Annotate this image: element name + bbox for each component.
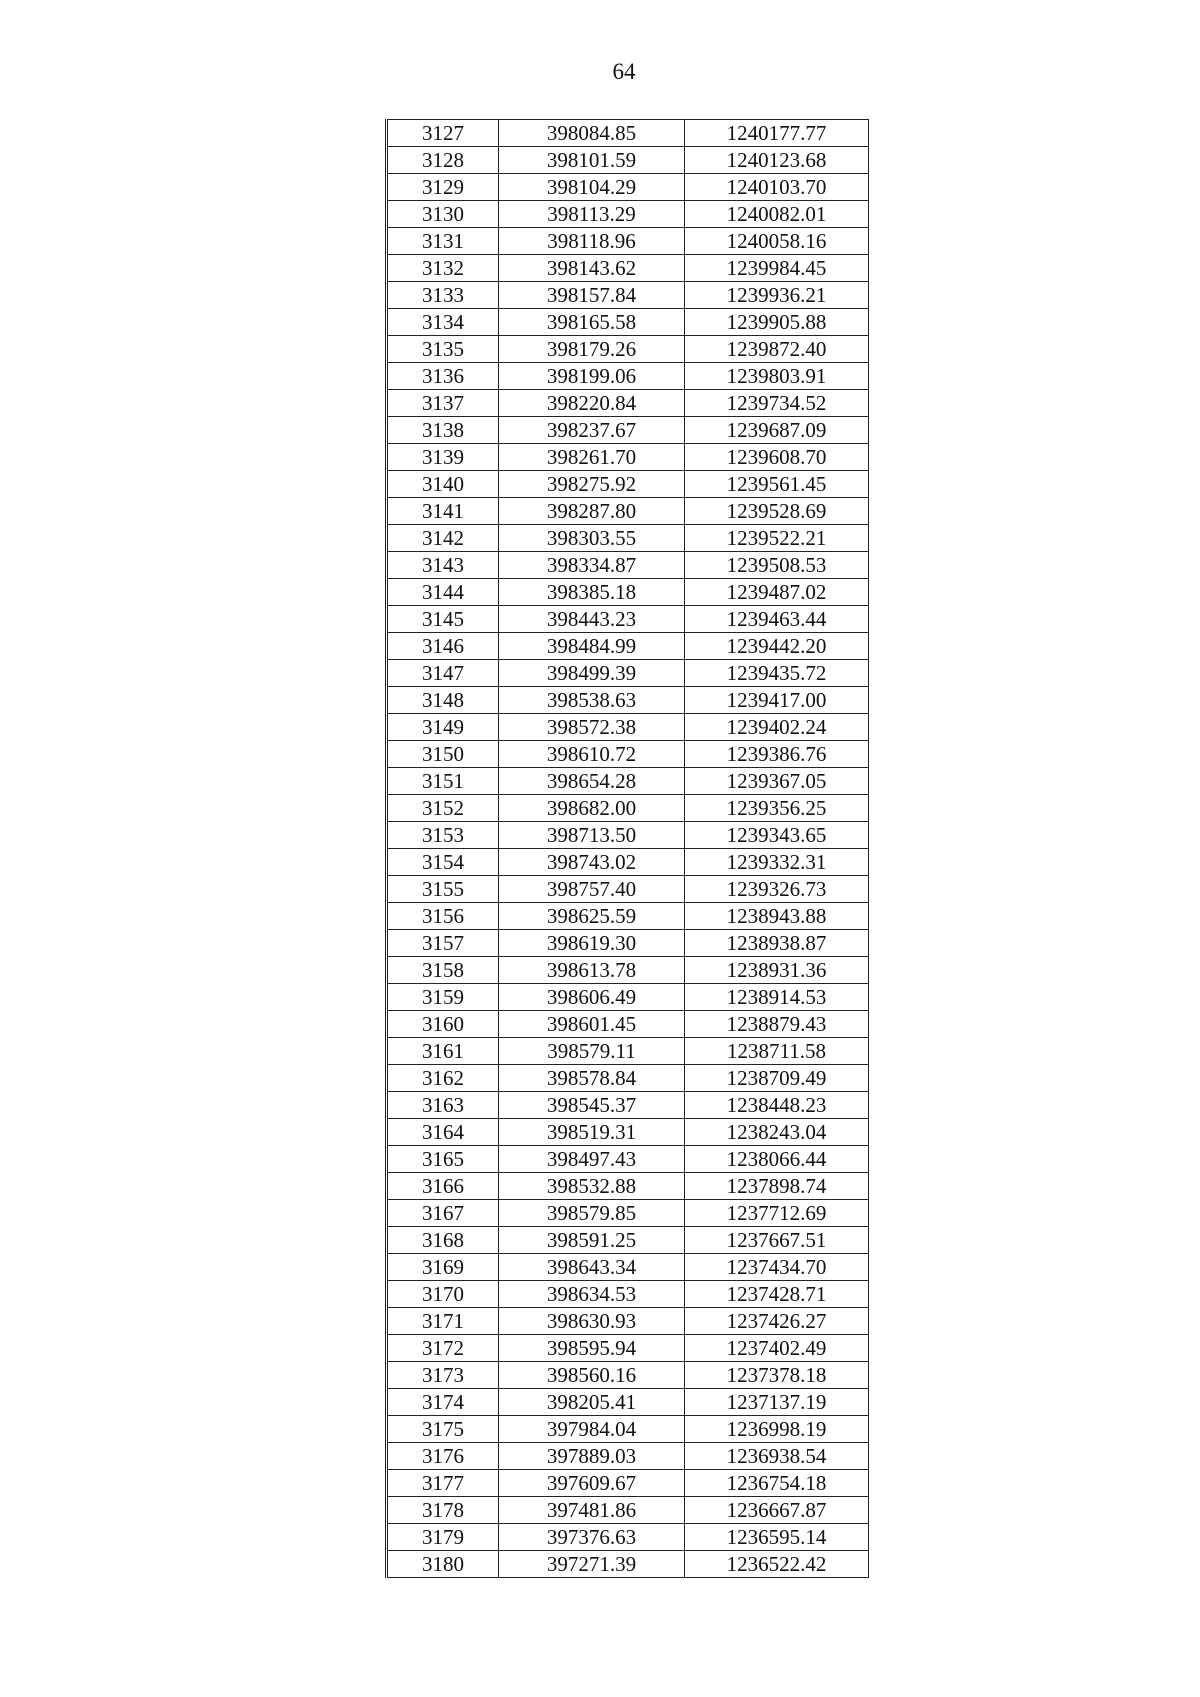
y-coordinate-cell: 1237378.18 [685, 1362, 869, 1389]
table-row [387, 525, 869, 552]
y-coordinate-cell: 1239435.72 [685, 660, 869, 687]
y-coordinate-cell: 1238914.53 [685, 984, 869, 1011]
point-number-cell: 3136 [387, 363, 499, 390]
point-number-cell: 3168 [387, 1227, 499, 1254]
x-coordinate-cell: 398634.53 [499, 1281, 685, 1308]
point-number-cell: 3153 [387, 822, 499, 849]
point-number-cell: 3173 [387, 1362, 499, 1389]
table-row [387, 417, 869, 444]
table-row [387, 444, 869, 471]
y-coordinate-cell: 1236595.14 [685, 1524, 869, 1551]
y-coordinate-cell: 1237667.51 [685, 1227, 869, 1254]
x-coordinate-cell: 398499.39 [499, 660, 685, 687]
point-number-cell: 3147 [387, 660, 499, 687]
y-coordinate-cell: 1239508.53 [685, 552, 869, 579]
y-coordinate-cell: 1239905.88 [685, 309, 869, 336]
x-coordinate-cell: 398606.49 [499, 984, 685, 1011]
y-coordinate-cell: 1238943.88 [685, 903, 869, 930]
x-coordinate-cell: 398143.62 [499, 255, 685, 282]
table-row [387, 1254, 869, 1281]
point-number-cell: 3144 [387, 579, 499, 606]
y-coordinate-cell: 1239356.25 [685, 795, 869, 822]
point-number-cell: 3179 [387, 1524, 499, 1551]
table-row [387, 768, 869, 795]
point-number-cell: 3154 [387, 849, 499, 876]
table-row [387, 579, 869, 606]
table-row [387, 1308, 869, 1335]
table-row [387, 228, 869, 255]
x-coordinate-cell: 398303.55 [499, 525, 685, 552]
x-coordinate-cell: 397481.86 [499, 1497, 685, 1524]
point-number-cell: 3177 [387, 1470, 499, 1497]
x-coordinate-cell: 398591.25 [499, 1227, 685, 1254]
point-number-cell: 3127 [387, 120, 499, 147]
x-coordinate-cell: 397984.04 [499, 1416, 685, 1443]
point-number-cell: 3165 [387, 1146, 499, 1173]
y-coordinate-cell: 1239487.02 [685, 579, 869, 606]
x-coordinate-cell: 398595.94 [499, 1335, 685, 1362]
point-number-cell: 3178 [387, 1497, 499, 1524]
y-coordinate-cell: 1239528.69 [685, 498, 869, 525]
table-row [387, 1524, 869, 1551]
x-coordinate-cell: 398084.85 [499, 120, 685, 147]
x-coordinate-cell: 398484.99 [499, 633, 685, 660]
x-coordinate-cell: 398165.58 [499, 309, 685, 336]
y-coordinate-cell: 1239561.45 [685, 471, 869, 498]
table-row [387, 741, 869, 768]
point-number-cell: 3133 [387, 282, 499, 309]
table-row [387, 1416, 869, 1443]
point-number-cell: 3155 [387, 876, 499, 903]
x-coordinate-cell: 398199.06 [499, 363, 685, 390]
point-number-cell: 3139 [387, 444, 499, 471]
point-number-cell: 3148 [387, 687, 499, 714]
y-coordinate-cell: 1236754.18 [685, 1470, 869, 1497]
x-coordinate-cell: 398572.38 [499, 714, 685, 741]
table-row [387, 606, 869, 633]
y-coordinate-cell: 1237402.49 [685, 1335, 869, 1362]
y-coordinate-cell: 1238066.44 [685, 1146, 869, 1173]
table-row [387, 795, 869, 822]
y-coordinate-cell: 1237434.70 [685, 1254, 869, 1281]
x-coordinate-cell: 398237.67 [499, 417, 685, 444]
y-coordinate-cell: 1238938.87 [685, 930, 869, 957]
table-row [387, 309, 869, 336]
table-row [387, 336, 869, 363]
x-coordinate-cell: 398385.18 [499, 579, 685, 606]
table-row [387, 1038, 869, 1065]
point-number-cell: 3150 [387, 741, 499, 768]
x-coordinate-cell: 398334.87 [499, 552, 685, 579]
y-coordinate-cell: 1239386.76 [685, 741, 869, 768]
y-coordinate-cell: 1238711.58 [685, 1038, 869, 1065]
table-row [387, 633, 869, 660]
point-number-cell: 3161 [387, 1038, 499, 1065]
x-coordinate-cell: 398625.59 [499, 903, 685, 930]
y-coordinate-cell: 1240103.70 [685, 174, 869, 201]
table-row [387, 1092, 869, 1119]
point-number-cell: 3160 [387, 1011, 499, 1038]
y-coordinate-cell: 1239872.40 [685, 336, 869, 363]
table-row [387, 1227, 869, 1254]
point-number-cell: 3166 [387, 1173, 499, 1200]
x-coordinate-cell: 398497.43 [499, 1146, 685, 1173]
y-coordinate-cell: 1239367.05 [685, 768, 869, 795]
point-number-cell: 3142 [387, 525, 499, 552]
x-coordinate-cell: 397376.63 [499, 1524, 685, 1551]
point-number-cell: 3140 [387, 471, 499, 498]
point-number-cell: 3137 [387, 390, 499, 417]
y-coordinate-cell: 1239687.09 [685, 417, 869, 444]
x-coordinate-cell: 398179.26 [499, 336, 685, 363]
x-coordinate-cell: 398532.88 [499, 1173, 685, 1200]
x-coordinate-cell: 398545.37 [499, 1092, 685, 1119]
x-coordinate-cell: 398619.30 [499, 930, 685, 957]
y-coordinate-cell: 1239803.91 [685, 363, 869, 390]
table-row [387, 876, 869, 903]
x-coordinate-cell: 398519.31 [499, 1119, 685, 1146]
point-number-cell: 3128 [387, 147, 499, 174]
table-row [387, 903, 869, 930]
table-row [387, 1146, 869, 1173]
point-number-cell: 3156 [387, 903, 499, 930]
x-coordinate-cell: 398275.92 [499, 471, 685, 498]
point-number-cell: 3174 [387, 1389, 499, 1416]
table-row [387, 930, 869, 957]
point-number-cell: 3134 [387, 309, 499, 336]
y-coordinate-cell: 1238448.23 [685, 1092, 869, 1119]
y-coordinate-cell: 1238709.49 [685, 1065, 869, 1092]
y-coordinate-cell: 1238931.36 [685, 957, 869, 984]
table-row [387, 1011, 869, 1038]
table-row [387, 1497, 869, 1524]
table-row [387, 1362, 869, 1389]
x-coordinate-cell: 398578.84 [499, 1065, 685, 1092]
x-coordinate-cell: 398287.80 [499, 498, 685, 525]
table-row [387, 1389, 869, 1416]
table-row [387, 1551, 869, 1578]
point-number-cell: 3141 [387, 498, 499, 525]
x-coordinate-cell: 398613.78 [499, 957, 685, 984]
x-coordinate-cell: 397889.03 [499, 1443, 685, 1470]
coordinates-table-body [387, 120, 869, 1578]
x-coordinate-cell: 398443.23 [499, 606, 685, 633]
point-number-cell: 3172 [387, 1335, 499, 1362]
point-number-cell: 3152 [387, 795, 499, 822]
table-row [387, 1443, 869, 1470]
y-coordinate-cell: 1236667.87 [685, 1497, 869, 1524]
y-coordinate-cell: 1239332.31 [685, 849, 869, 876]
x-coordinate-cell: 397271.39 [499, 1551, 685, 1578]
table-row [387, 1065, 869, 1092]
point-number-cell: 3135 [387, 336, 499, 363]
table-row [387, 957, 869, 984]
y-coordinate-cell: 1237137.19 [685, 1389, 869, 1416]
point-number-cell: 3138 [387, 417, 499, 444]
y-coordinate-cell: 1239608.70 [685, 444, 869, 471]
table-row [387, 714, 869, 741]
table-row [387, 822, 869, 849]
point-number-cell: 3131 [387, 228, 499, 255]
y-coordinate-cell: 1237712.69 [685, 1200, 869, 1227]
table-row [387, 1335, 869, 1362]
table-row [387, 552, 869, 579]
point-number-cell: 3149 [387, 714, 499, 741]
point-number-cell: 3151 [387, 768, 499, 795]
table-row [387, 147, 869, 174]
point-number-cell: 3129 [387, 174, 499, 201]
x-coordinate-cell: 398601.45 [499, 1011, 685, 1038]
point-number-cell: 3162 [387, 1065, 499, 1092]
y-coordinate-cell: 1239343.65 [685, 822, 869, 849]
x-coordinate-cell: 397609.67 [499, 1470, 685, 1497]
point-number-cell: 3167 [387, 1200, 499, 1227]
coordinates-table [385, 119, 869, 1578]
y-coordinate-cell: 1239442.20 [685, 633, 869, 660]
y-coordinate-cell: 1237428.71 [685, 1281, 869, 1308]
table-row [387, 687, 869, 714]
y-coordinate-cell: 1237898.74 [685, 1173, 869, 1200]
x-coordinate-cell: 398538.63 [499, 687, 685, 714]
table-row [387, 120, 869, 147]
table-row [387, 471, 869, 498]
x-coordinate-cell: 398682.00 [499, 795, 685, 822]
table-row [387, 984, 869, 1011]
point-number-cell: 3175 [387, 1416, 499, 1443]
x-coordinate-cell: 398560.16 [499, 1362, 685, 1389]
table-row [387, 282, 869, 309]
point-number-cell: 3170 [387, 1281, 499, 1308]
y-coordinate-cell: 1236522.42 [685, 1551, 869, 1578]
x-coordinate-cell: 398157.84 [499, 282, 685, 309]
point-number-cell: 3163 [387, 1092, 499, 1119]
x-coordinate-cell: 398261.70 [499, 444, 685, 471]
table-row [387, 1119, 869, 1146]
x-coordinate-cell: 398118.96 [499, 228, 685, 255]
y-coordinate-cell: 1239402.24 [685, 714, 869, 741]
y-coordinate-cell: 1239463.44 [685, 606, 869, 633]
y-coordinate-cell: 1240082.01 [685, 201, 869, 228]
table-row [387, 255, 869, 282]
y-coordinate-cell: 1239326.73 [685, 876, 869, 903]
y-coordinate-cell: 1240177.77 [685, 120, 869, 147]
y-coordinate-cell: 1236938.54 [685, 1443, 869, 1470]
x-coordinate-cell: 398579.85 [499, 1200, 685, 1227]
x-coordinate-cell: 398101.59 [499, 147, 685, 174]
y-coordinate-cell: 1239522.21 [685, 525, 869, 552]
x-coordinate-cell: 398713.50 [499, 822, 685, 849]
x-coordinate-cell: 398610.72 [499, 741, 685, 768]
x-coordinate-cell: 398643.34 [499, 1254, 685, 1281]
x-coordinate-cell: 398654.28 [499, 768, 685, 795]
point-number-cell: 3145 [387, 606, 499, 633]
x-coordinate-cell: 398757.40 [499, 876, 685, 903]
y-coordinate-cell: 1237426.27 [685, 1308, 869, 1335]
point-number-cell: 3159 [387, 984, 499, 1011]
point-number-cell: 3130 [387, 201, 499, 228]
x-coordinate-cell: 398630.93 [499, 1308, 685, 1335]
point-number-cell: 3176 [387, 1443, 499, 1470]
table-row [387, 1281, 869, 1308]
table-row [387, 201, 869, 228]
y-coordinate-cell: 1240123.68 [685, 147, 869, 174]
table-row [387, 849, 869, 876]
y-coordinate-cell: 1239936.21 [685, 282, 869, 309]
y-coordinate-cell: 1239984.45 [685, 255, 869, 282]
table-row [387, 660, 869, 687]
y-coordinate-cell: 1239734.52 [685, 390, 869, 417]
table-row [387, 363, 869, 390]
y-coordinate-cell: 1239417.00 [685, 687, 869, 714]
point-number-cell: 3146 [387, 633, 499, 660]
x-coordinate-cell: 398205.41 [499, 1389, 685, 1416]
table-row [387, 1173, 869, 1200]
point-number-cell: 3157 [387, 930, 499, 957]
x-coordinate-cell: 398113.29 [499, 201, 685, 228]
x-coordinate-cell: 398220.84 [499, 390, 685, 417]
point-number-cell: 3180 [387, 1551, 499, 1578]
page-number: 64 [612, 59, 636, 84]
point-number-cell: 3143 [387, 552, 499, 579]
x-coordinate-cell: 398743.02 [499, 849, 685, 876]
y-coordinate-cell: 1238243.04 [685, 1119, 869, 1146]
table-row [387, 498, 869, 525]
y-coordinate-cell: 1238879.43 [685, 1011, 869, 1038]
table-row [387, 174, 869, 201]
y-coordinate-cell: 1236998.19 [685, 1416, 869, 1443]
point-number-cell: 3169 [387, 1254, 499, 1281]
table-row [387, 390, 869, 417]
x-coordinate-cell: 398579.11 [499, 1038, 685, 1065]
table-row [387, 1200, 869, 1227]
x-coordinate-cell: 398104.29 [499, 174, 685, 201]
point-number-cell: 3171 [387, 1308, 499, 1335]
table-row [387, 1470, 869, 1497]
point-number-cell: 3158 [387, 957, 499, 984]
point-number-cell: 3132 [387, 255, 499, 282]
point-number-cell: 3164 [387, 1119, 499, 1146]
y-coordinate-cell: 1240058.16 [685, 228, 869, 255]
